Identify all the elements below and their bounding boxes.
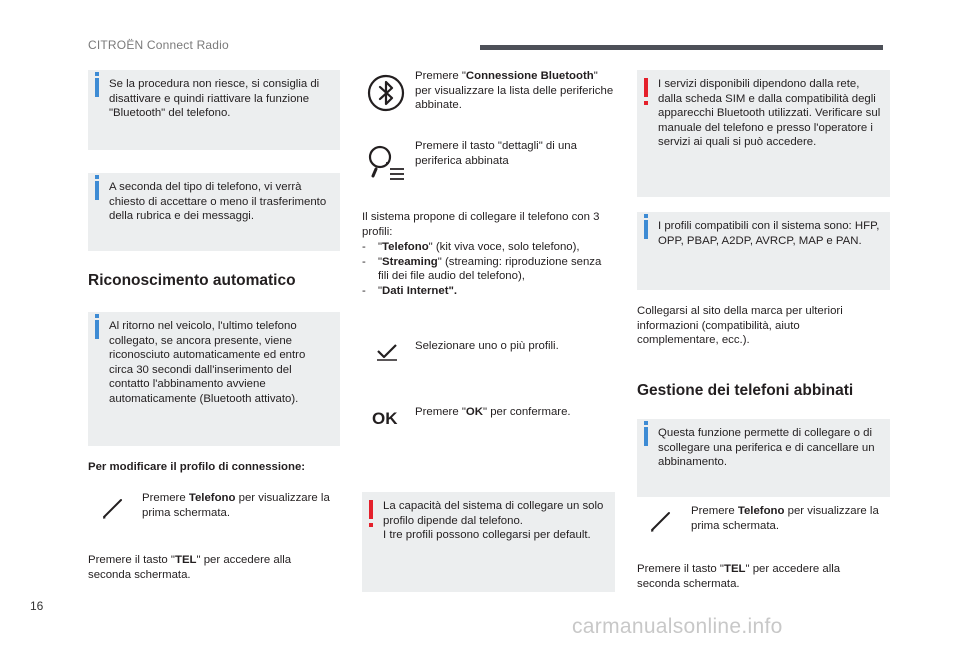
info-icon bbox=[95, 78, 99, 97]
site-info-text: Collegarsi al sito della marca per ulteriori informazioni (compatibilità, aiuto complementare, ecc.). bbox=[637, 305, 843, 347]
bluetooth-icon bbox=[366, 73, 406, 113]
manual-title: CITROËN Connect Radio bbox=[88, 38, 229, 52]
header-bar bbox=[480, 45, 883, 50]
step-press-ok bbox=[415, 405, 605, 420]
pen-touch-icon bbox=[100, 495, 126, 521]
info-text: I profili compatibili con il sistema sono: HFP, OPP, PBAP, A2DP, AVRCP, MAP e PAN. bbox=[658, 220, 880, 247]
step-press-phone bbox=[142, 491, 332, 520]
page-number: 16 bbox=[30, 599, 44, 613]
step-press-tel bbox=[88, 553, 318, 582]
step-text: per visualizzare la prima schermata. bbox=[691, 505, 879, 532]
step-press-tel bbox=[637, 562, 867, 591]
profile-text: " bbox=[378, 255, 383, 268]
step-bluetooth-connection bbox=[415, 69, 615, 113]
warning-icon bbox=[369, 500, 373, 519]
info-box-compatible-profiles bbox=[637, 212, 890, 290]
step-details: Premere il tasto "dettagli" di una periferica abbinata bbox=[415, 140, 577, 167]
info-icon bbox=[644, 427, 648, 446]
list-item bbox=[362, 255, 612, 284]
step-text-bold: Telefono bbox=[188, 492, 236, 504]
profile-name: Telefono bbox=[382, 241, 429, 253]
checkmark-icon bbox=[375, 342, 399, 362]
warning-text bbox=[383, 499, 607, 543]
section-heading-paired-phones: Gestione dei telefoni abbinati bbox=[637, 382, 854, 399]
info-text: Al ritorno nel veicolo, l'ultimo telefono collegato, se ancora presente, viene riconosciuto automaticamente ed entro circa 30 secondi dall'inserimento del contatto l'abbinamento avviene automaticamente (Bluetooth attivato). bbox=[109, 320, 306, 405]
profile-name: Streaming bbox=[382, 255, 438, 268]
step-text: Premere " bbox=[415, 406, 466, 418]
warning-box-profiles bbox=[362, 492, 615, 592]
step-text: Premere " bbox=[415, 70, 466, 82]
ok-icon: OK bbox=[372, 409, 398, 428]
list-dash: - bbox=[362, 241, 366, 253]
profiles-intro: Il sistema propone di collegare il telefono con 3 profili: bbox=[362, 211, 600, 238]
warning-box-services bbox=[637, 70, 890, 197]
details-search-icon bbox=[366, 143, 406, 183]
info-box-phone-type bbox=[88, 173, 340, 251]
step-text-bold: TEL bbox=[723, 563, 746, 575]
profile-text: " (kit viva voce, solo telefono), bbox=[428, 241, 580, 253]
list-dash: - bbox=[362, 255, 366, 268]
section-heading-auto-recognition: Riconoscimento automatico bbox=[88, 272, 296, 289]
step-text-bold: OK bbox=[465, 406, 483, 418]
step-text: per visualizzare la prima schermata. bbox=[142, 492, 330, 519]
step-text: Premere bbox=[142, 492, 189, 504]
info-text: A seconda del tipo di telefono, vi verrà chiesto di accettare o meno il trasferimento della rubrica e dei messaggi. bbox=[109, 181, 327, 223]
info-text: Questa funzione permette di collegare o di scollegare una periferica e di cancellare un abbinamento. bbox=[658, 427, 875, 469]
profile-text: " bbox=[378, 284, 383, 297]
info-box-paired-phones bbox=[637, 419, 890, 497]
list-dash: - bbox=[362, 284, 366, 297]
warning-line: La capacità del sistema di collegare un solo profilo dipende dal telefono. bbox=[383, 500, 604, 527]
info-box-auto-recognition bbox=[88, 312, 340, 446]
info-icon bbox=[644, 220, 648, 239]
profile-text: " bbox=[378, 241, 383, 253]
step-text-bold: Connessione Bluetooth bbox=[465, 70, 594, 82]
profile-name: Dati Internet". bbox=[382, 284, 458, 297]
pen-touch-icon bbox=[648, 508, 674, 534]
profiles-list bbox=[362, 240, 612, 298]
step-text: " per confermare. bbox=[482, 406, 571, 418]
list-item bbox=[362, 284, 612, 299]
watermark: carmanualsonline.info bbox=[572, 615, 783, 638]
step-text: " per accedere alla seconda schermata. bbox=[637, 563, 841, 590]
step-press-phone bbox=[691, 504, 886, 533]
warning-text: I servizi disponibili dipendono dalla rete, dalla scheda SIM e dalla compatibilità degli apparecchi Bluetooth utilizzati. Verificare sul manuale del telefono e presso l'operatore i servizi ai quali si può accedere. bbox=[658, 78, 881, 149]
subheading-profile: Per modificare il profilo di connessione: bbox=[88, 461, 306, 473]
step-text-bold: Telefono bbox=[737, 505, 785, 517]
info-box-procedure bbox=[88, 70, 340, 150]
step-text: Premere il tasto " bbox=[88, 554, 175, 566]
step-text: Premere bbox=[691, 505, 738, 517]
warning-icon bbox=[644, 78, 648, 97]
profile-text: " (streaming: riproduzione senza fili dei file audio del telefono), bbox=[378, 255, 602, 283]
info-text: Se la procedura non riesce, si consiglia di disattivare e quindi riattivare la funzione "Bluetooth" del telefono. bbox=[109, 78, 320, 120]
step-select-profiles: Selezionare uno o più profili. bbox=[415, 340, 559, 352]
info-icon bbox=[95, 181, 99, 200]
step-text: Premere il tasto " bbox=[637, 563, 724, 575]
warning-line: I tre profili possono collegarsi per default. bbox=[383, 529, 591, 542]
step-text: " per visualizzare la lista delle periferiche abbinate. bbox=[415, 70, 614, 112]
list-item bbox=[362, 240, 612, 255]
info-icon bbox=[95, 320, 99, 339]
step-text-bold: TEL bbox=[174, 554, 197, 566]
step-text: " per accedere alla seconda schermata. bbox=[88, 554, 292, 581]
